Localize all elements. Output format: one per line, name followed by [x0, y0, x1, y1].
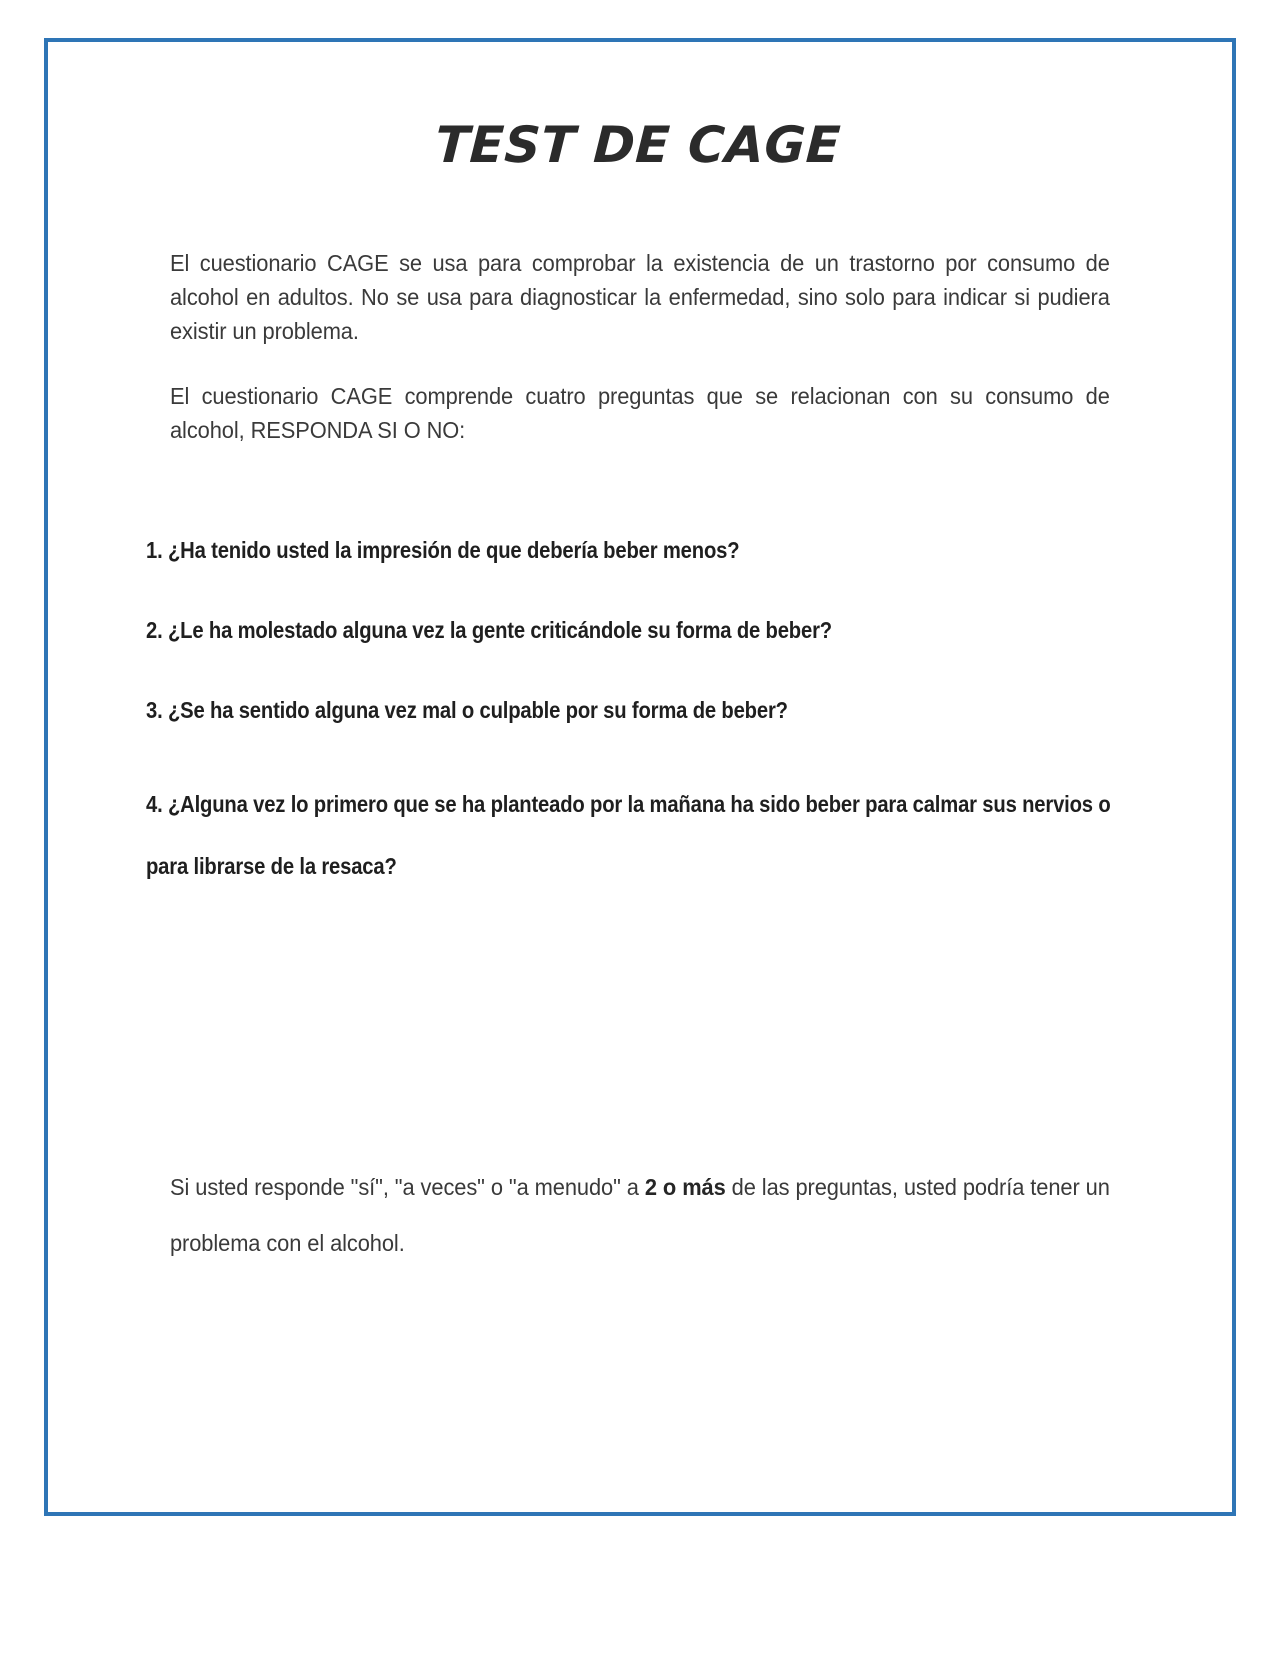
intro-paragraph-1: El cuestionario CAGE se usa para comprobar la existencia de un trastorno por consumo de alcohol en adultos. No se usa para diagnosticar la enfermedad, sino solo para indicar si pudiera existir un problema.	[170, 250, 1110, 344]
closing-threshold-emphasis: 2 o más	[644, 1174, 726, 1200]
closing-paragraph	[170, 1159, 1110, 1271]
closing-text-before: Si usted responde "sí", "a veces" o "a menudo" a	[170, 1174, 645, 1200]
closing-text-after: de las preguntas, usted podría tener un problema con el alcohol.	[170, 1174, 1110, 1256]
page-title: TEST DE CAGE	[433, 116, 843, 174]
question-item-2: 2. ¿Le ha molestado alguna vez la gente criticándole su forma de beber?	[146, 617, 832, 643]
closing-section	[144, 1159, 1136, 1271]
intro-paragraph-2: El cuestionario CAGE comprende cuatro preguntas que se relacionan con su consumo de alcohol, RESPONDA SI O NO:	[170, 383, 1110, 443]
question-item-1: 1. ¿Ha tenido usted la impresión de que debería beber menos?	[146, 537, 740, 563]
questions-list	[144, 533, 1136, 897]
question-item-4: 4. ¿Alguna vez lo primero que se ha planteado por la mañana ha sido beber para calmar sus nervios o para librarse de la resaca?	[146, 791, 1111, 879]
question-item-3: 3. ¿Se ha sentido alguna vez mal o culpable por su forma de beber?	[146, 697, 788, 723]
intro-section	[144, 246, 1136, 447]
document-content	[44, 38, 1236, 1516]
